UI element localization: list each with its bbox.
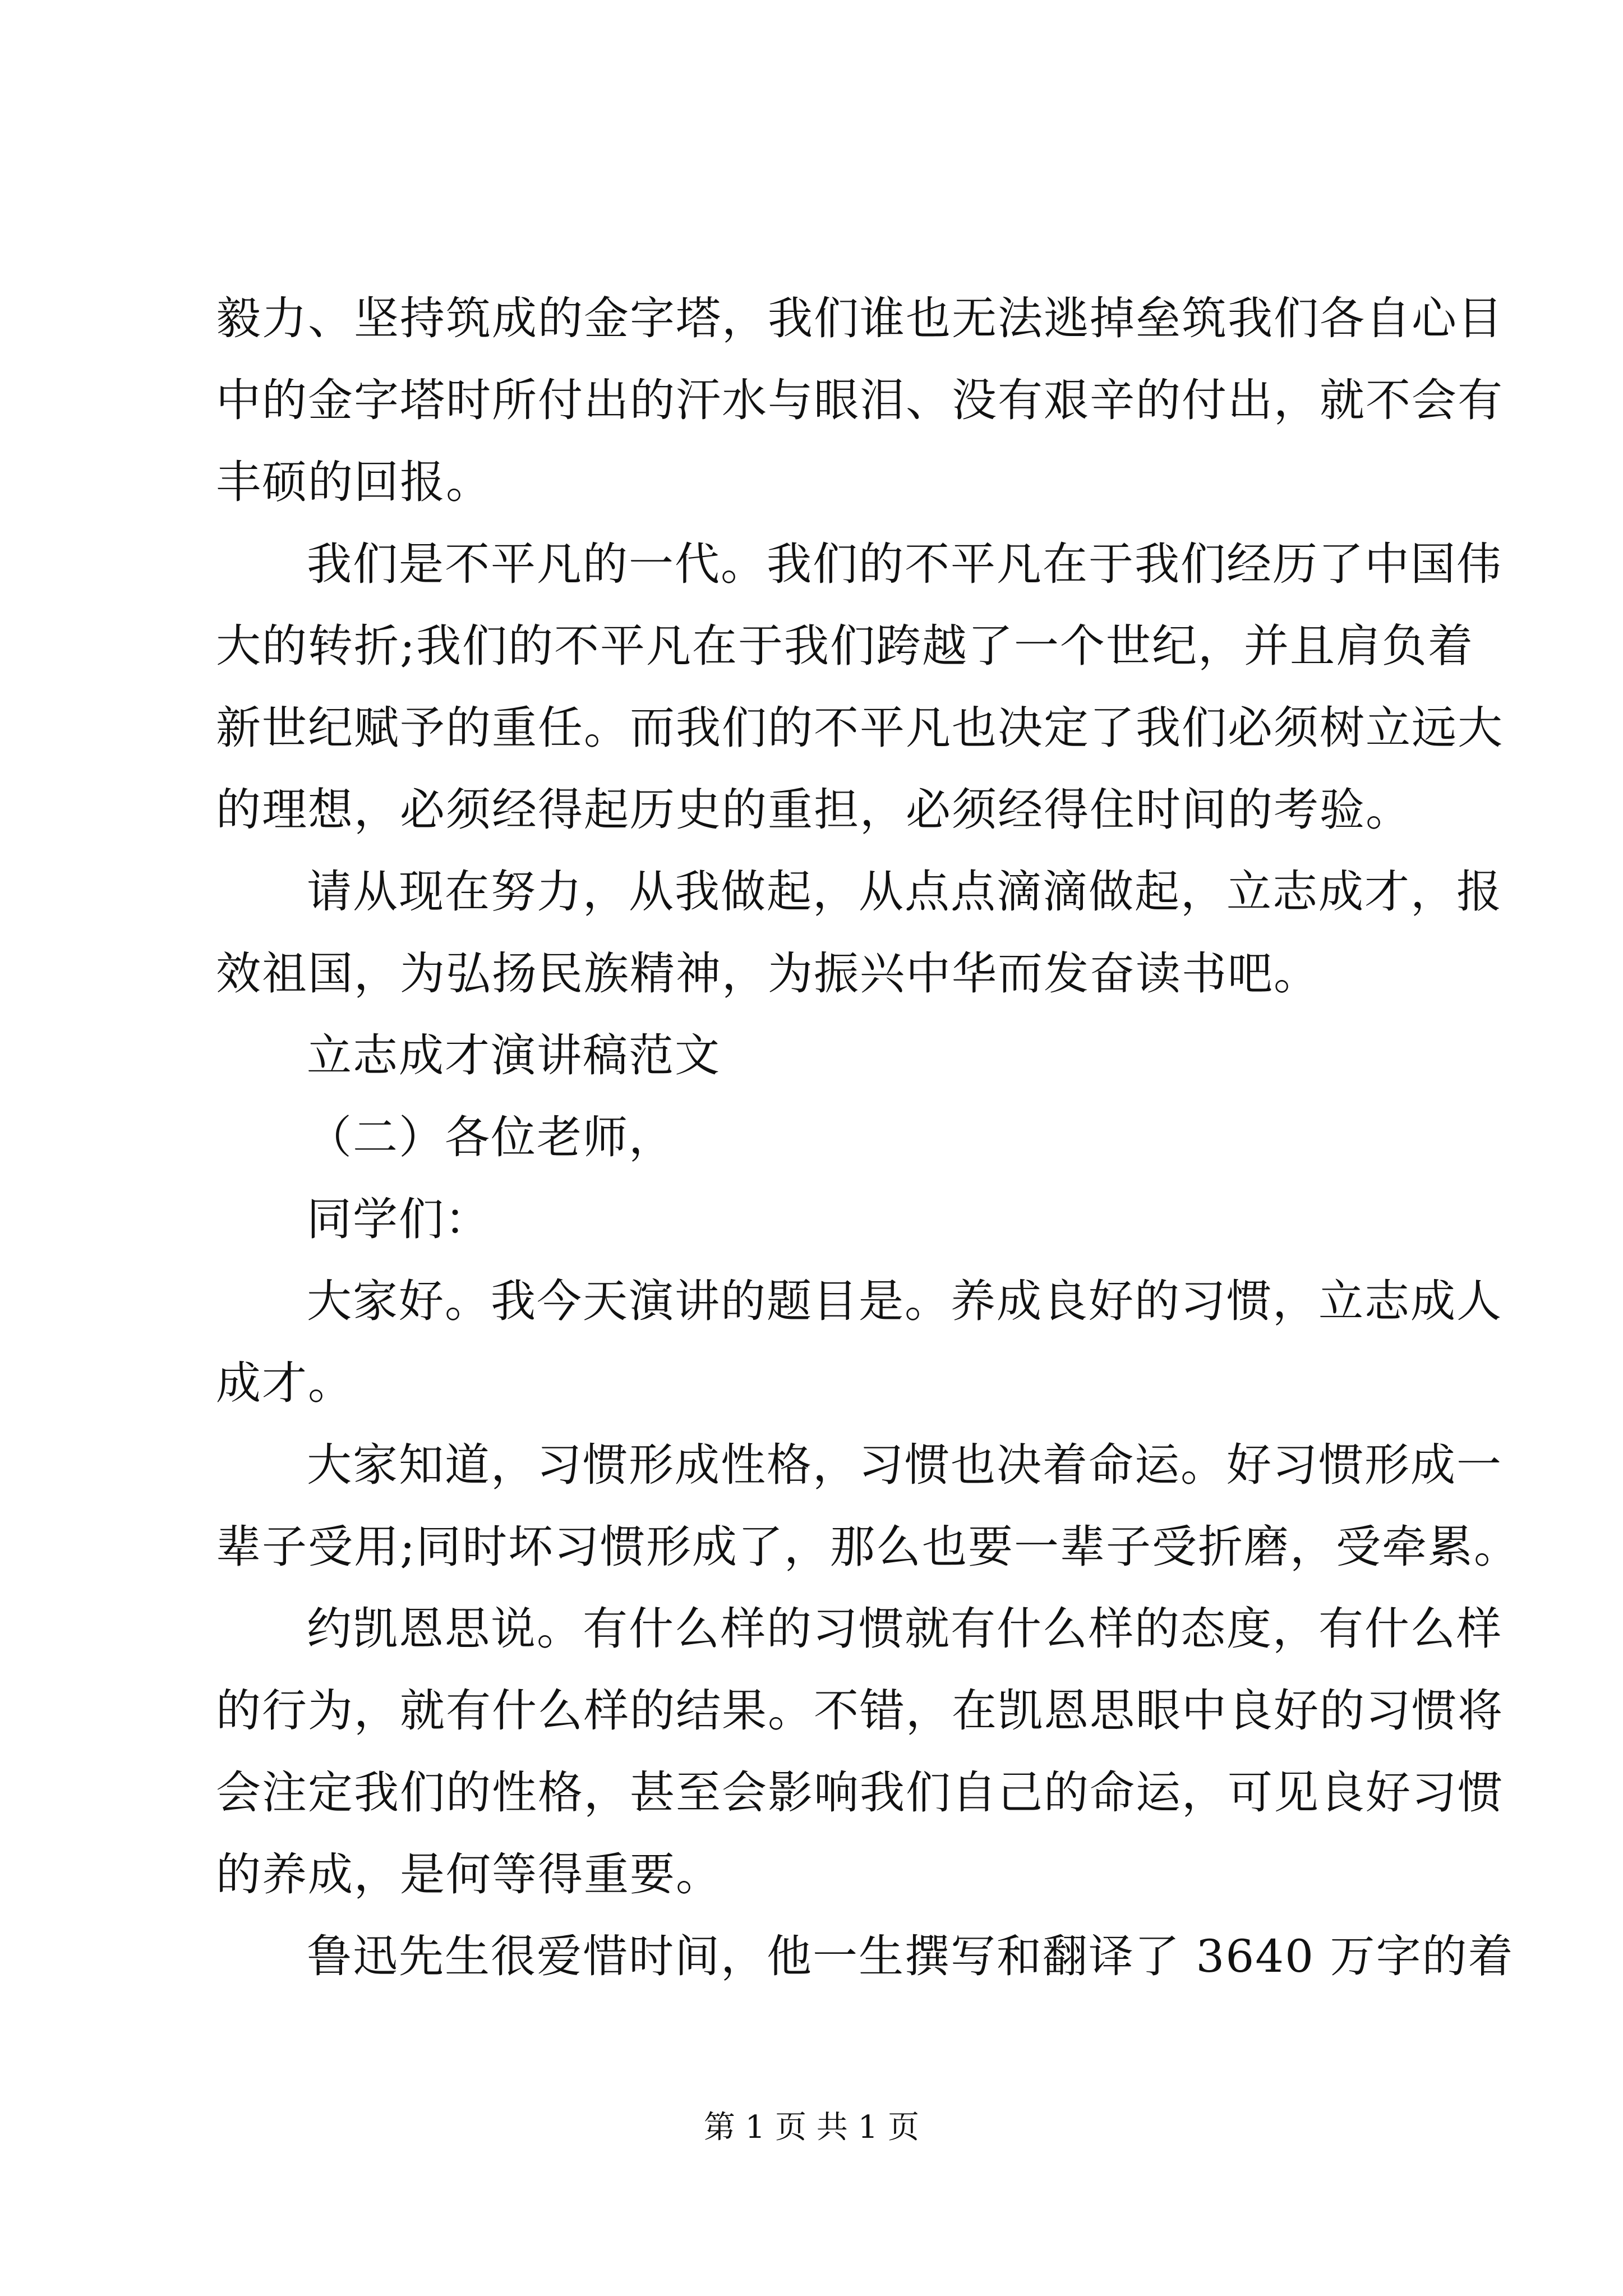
text-line: 鲁迅先生很爱惜时间，他一生撰写和翻译了 3640 万字的着 [307,1930,1514,1982]
text-line: 会注定我们的性格，甚至会影响我们自己的命运，可见良好习惯 [216,1766,1504,1819]
text-line: 成才。 [216,1357,354,1409]
text-line: 大家知道，习惯形成性格，习惯也决着命运。好习惯形成一 [307,1439,1502,1491]
text-line: 新世纪赋予的重任。而我们的不平凡也决定了我们必须树立远大 [216,702,1504,754]
text-line: 中的金字塔时所付出的汗水与眼泪、没有艰辛的付出，就不会有 [216,374,1504,426]
text-line: 毅力、坚持筑成的金字塔，我们谁也无法逃掉垒筑我们各自心目 [216,292,1504,344]
text-line: 约凯恩思说。有什么样的习惯就有什么样的态度，有什么样 [307,1603,1502,1655]
text-line: 的理想，必须经得起历史的重担，必须经得住时间的考验。 [216,784,1412,836]
text-line: 效祖国，为弘扬民族精神，为振兴中华而发奋读书吧。 [216,947,1320,1000]
text-line: 同学们： [307,1193,491,1245]
text-line: 的养成，是何等得重要。 [216,1848,722,1901]
text-line: 辈子受用;同时坏习惯形成了，那么也要一辈子受折磨，受牵累。 [216,1521,1520,1573]
text-line: （二）各位老师， [307,1111,675,1163]
text-line: 请从现在努力，从我做起，从点点滴滴做起，立志成才，报 [307,866,1502,918]
page-number-footer: 第 1 页 共 1 页 [703,2109,920,2146]
text-line: 大的转折;我们的不平凡在于我们跨越了一个世纪，并且肩负着 [216,620,1474,672]
text-line: 丰硕的回报。 [216,456,492,508]
section-title: 立志成才演讲稿范文 [307,1029,721,1082]
text-line: 的行为，就有什么样的结果。不错，在凯恩思眼中良好的习惯将 [216,1685,1504,1737]
text-line: 大家好。我今天演讲的题目是。养成良好的习惯，立志成人 [307,1275,1502,1327]
text-line: 我们是不平凡的一代。我们的不平凡在于我们经历了中国伟 [307,538,1502,590]
